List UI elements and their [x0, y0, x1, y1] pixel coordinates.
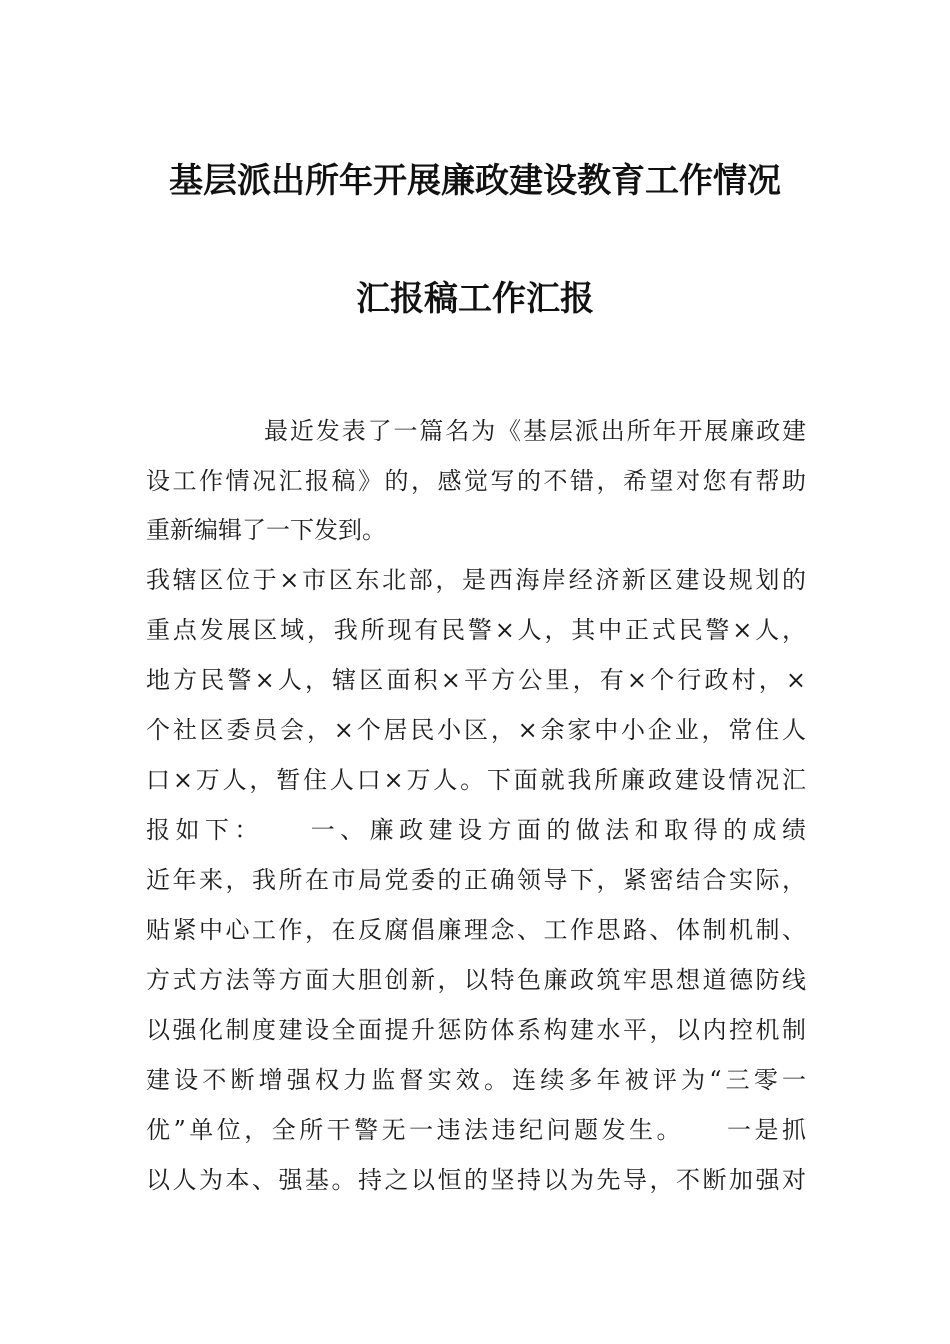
body-line-11: 贴紧中心工作，在反腐倡廉理念、工作思路、体制机制、	[146, 916, 806, 944]
document-title-line-1: 基层派出所年开展廉政建设教育工作情况	[169, 161, 781, 201]
body-line-9: 报如下： 一、廉政建设方面的做法和取得的成绩	[146, 816, 806, 844]
body-line-14: 建设不断增强权力监督实效。连续多年被评为“三零一	[146, 1066, 806, 1094]
body-line-10: 近年来，我所在市局党委的正确领导下，紧密结合实际，	[146, 866, 806, 894]
body-line-1: 最近发表了一篇名为《基层派出所年开展廉政建	[264, 417, 806, 445]
body-line-4: 我辖区位于×市区东北部，是西海岸经济新区建设规划的	[146, 566, 806, 594]
body-line-2: 设工作情况汇报稿》的，感觉写的不错，希望对您有帮助	[146, 467, 806, 495]
body-line-5: 重点发展区域，我所现有民警×人，其中正式民警×人，	[146, 616, 806, 644]
body-line-15: 优”单位，全所干警无一违法违纪问题发生。 一是抓	[146, 1116, 806, 1144]
body-line-13: 以强化制度建设全面提升惩防体系构建水平，以内控机制	[146, 1016, 806, 1044]
body-line-6: 地方民警×人，辖区面积×平方公里，有×个行政村，×	[146, 666, 806, 694]
body-line-7: 个社区委员会，×个居民小区，×余家中小企业，常住人	[146, 716, 806, 744]
body-line-8: 口×万人，暂住人口×万人。下面就我所廉政建设情况汇	[146, 766, 806, 794]
body-line-16: 以人为本、强基。持之以恒的坚持以为先导，不断加强对	[146, 1166, 806, 1194]
body-line-3: 重新编辑了一下发到。	[146, 516, 386, 544]
body-line-12: 方式方法等方面大胆创新，以特色廉政筑牢思想道德防线	[146, 966, 806, 994]
document-title-line-2: 汇报稿工作汇报	[356, 279, 594, 319]
